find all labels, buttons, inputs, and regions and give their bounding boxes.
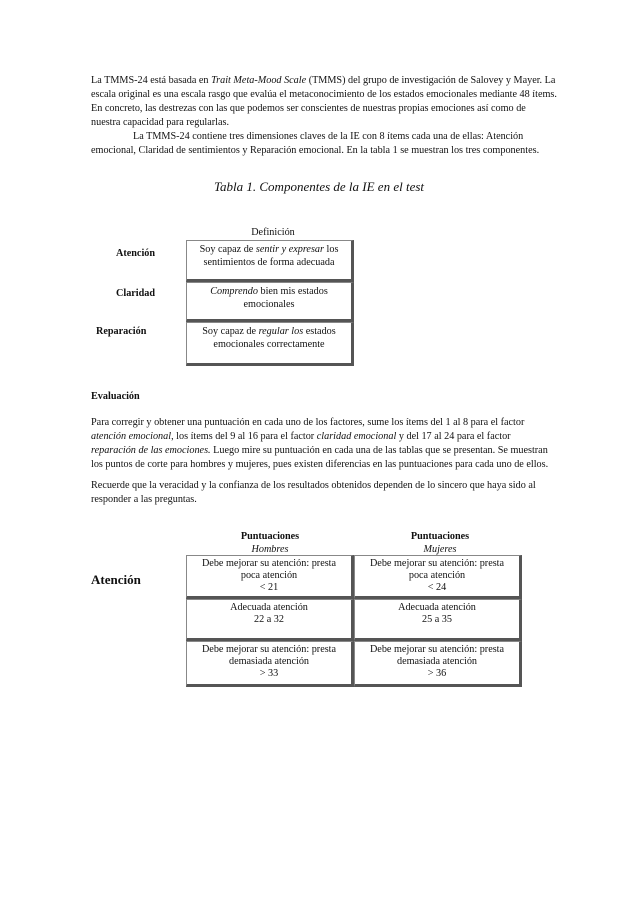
score-line: Debe mejorar su atención: presta — [201, 644, 337, 655]
score-line: Debe mejorar su atención: presta — [201, 558, 337, 569]
men-header-subtitle: Hombres — [251, 544, 289, 555]
cell-text: Soy capaz de — [202, 326, 259, 337]
score-line: demasiada atención — [228, 656, 310, 667]
table1-cell — [186, 322, 354, 366]
intro-text: La TMMS-24 está basada en — [91, 75, 212, 86]
score-cell-women — [354, 641, 522, 687]
score-line: < 24 — [427, 582, 447, 593]
cell-text: Soy capaz de — [199, 244, 256, 255]
score-line: Debe mejorar su atención: presta — [369, 644, 505, 655]
eval-emphasis: atención emocional — [91, 431, 172, 442]
intro-paragraph-2 — [91, 130, 557, 158]
cell-text: bien mis estados emocionales — [243, 286, 328, 310]
score-line: Adecuada atención — [398, 602, 476, 613]
cell-emphasis: sentir y expresar — [255, 244, 324, 255]
intro-emphasis: Trait Meta-Mood Scale — [211, 75, 307, 86]
table1-cell — [186, 240, 354, 282]
score-cell-men — [186, 555, 354, 599]
women-header — [360, 530, 520, 556]
score-line: Adecuada atención — [230, 602, 308, 613]
eval-text: Luego mire su puntuación en cada una de las tablas que se presentan. Se muestran los puntos de corte para hombres y mujeres, pues existen diferencias en las puntuaciones para cada uno de ellos. — [91, 445, 549, 470]
cell-text: estados emocionales correctamente — [213, 326, 336, 350]
evaluation-paragraph-2: Recuerde que la veracidad y la confianza de los resultados obtenidos dependen de lo sincero que haya sido al responder a las preguntas. — [91, 480, 536, 505]
score-line: poca atención — [240, 570, 298, 581]
evaluation-heading: Evaluación — [91, 391, 140, 402]
table1-row-label: Atención — [116, 248, 156, 259]
score-line: Debe mejorar su atención: presta — [369, 558, 505, 569]
score-line: > 33 — [259, 668, 279, 679]
table1-caption: Tabla 1. Componentes de la IE en el test — [213, 179, 425, 194]
cell-emphasis: regular los — [258, 326, 304, 337]
table1-header: Definición — [251, 227, 295, 238]
cell-emphasis: Comprendo — [210, 286, 258, 297]
intro-text-2: La TMMS-24 contiene tres dimensiones claves de la IE con 8 ítems cada una de ellas: Atención emocional, Claridad de sentimientos y Reparación emocional. En la tabla 1 se muestran los tres componentes. — [91, 131, 540, 156]
intro-text-continued: (TMMS) del grupo de investigación de Salovey y Mayer. La escala original es una escala rasgo que evalúa el metaconocimiento de los estados emocionales mediante 48 ítems. En concreto, las destrezas con las que podemos ser conscientes de nuestras propias emociones así como de nuestra capacidad para regularlas. — [91, 75, 557, 128]
intro-paragraph — [91, 74, 557, 130]
score-cell-women — [354, 599, 522, 641]
eval-text: Para corregir y obtener una puntuación en cada uno de los factores, sume los ítems del 1 al 8 para el factor — [91, 417, 525, 428]
eval-emphasis: reparación de las emociones. — [91, 445, 211, 456]
score-cell-men — [186, 641, 354, 687]
eval-text: , los ítems del 9 al 16 para el factor — [171, 431, 317, 442]
score-line: demasiada atención — [396, 656, 478, 667]
score-line: 22 a 32 — [254, 614, 284, 625]
score-line: < 21 — [259, 582, 279, 593]
score-line: 25 a 35 — [422, 614, 452, 625]
men-header — [190, 530, 350, 556]
score-cell-women — [354, 555, 522, 599]
table1-cell — [186, 282, 354, 322]
score-line: > 36 — [427, 668, 447, 679]
eval-emphasis: claridad emocional — [316, 431, 397, 442]
scores-row-label: Atención — [91, 572, 141, 587]
score-cell-men — [186, 599, 354, 641]
eval-text: y del 17 al 24 para el factor — [396, 431, 511, 442]
table1-row-label: Claridad — [116, 288, 156, 299]
women-header-title: Puntuaciones — [410, 531, 470, 542]
score-line: poca atención — [408, 570, 466, 581]
table1-row-label: Reparación — [96, 326, 147, 337]
women-header-subtitle: Mujeres — [423, 544, 457, 555]
cell-text: los sentimientos de forma adecuada — [203, 244, 339, 268]
evaluation-paragraph — [91, 416, 557, 472]
men-header-title: Puntuaciones — [240, 531, 300, 542]
